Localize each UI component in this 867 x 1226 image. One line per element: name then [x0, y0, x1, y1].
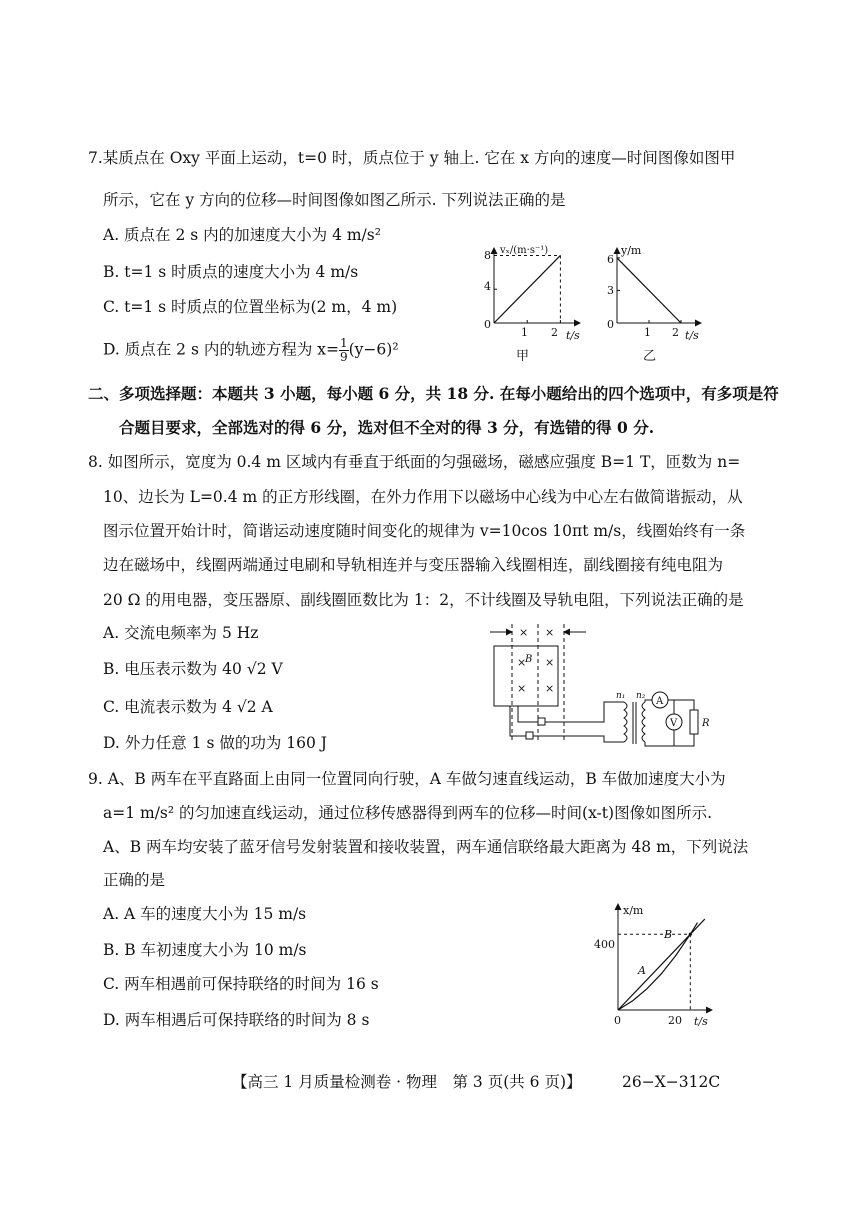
q7-option-d-denominator: 9 — [339, 350, 348, 364]
fig9-xlabel: t/s — [694, 1015, 708, 1028]
footer-code: 26−X−312C — [622, 1073, 721, 1091]
q8-stem-line5: 20 Ω 的用电器，变压器原、副线圈匝数比为 1：2，不计线圈及导轨电阻，下列说法正确的是 — [103, 591, 744, 609]
q8-option-c: C. 电流表示数为 4 √2 A — [103, 698, 273, 716]
q7-figure-b — [597, 240, 717, 365]
fig-b-ylabel: y/m — [621, 244, 642, 257]
secondary-coil — [642, 702, 645, 742]
field-x-mark: × — [545, 656, 555, 669]
fig-a-xtick-1: 1 — [521, 326, 528, 339]
fig-b-xtick-1: 1 — [644, 326, 651, 339]
field-x-mark: × — [517, 656, 527, 669]
q9-option-c: C. 两车相遇前可保持联络的时间为 16 s — [103, 975, 379, 993]
q7-option-c: C. t=1 s 时质点的位置坐标为(2 m，4 m) — [103, 298, 398, 316]
field-x-mark: × — [519, 626, 529, 639]
fig-a-ylabel: vₓ/(m·s⁻¹) — [500, 245, 549, 256]
q9-stem-line2: a=1 m/s² 的匀加速直线运动，通过位移传感器得到两车的位移—时间(x-t)图像如图所示. — [103, 804, 712, 822]
q7-figure-a — [470, 240, 600, 365]
voltmeter-label: V — [670, 718, 678, 729]
upper-rail — [518, 702, 616, 722]
brush-lower — [526, 732, 533, 739]
resistor-label: R — [702, 718, 710, 729]
brush-upper — [538, 718, 545, 725]
q8-stem-line2: 10、边长为 L=0.4 m 的正方形线圈，在外力作用下以磁场中心线为中心左右做简谐振动，从 — [103, 488, 743, 506]
field-x-mark: × — [517, 682, 527, 695]
q7-stem-line2: 所示，它在 y 方向的位移—时间图像如图乙所示. 下列说法正确的是 — [103, 191, 566, 209]
q9-figure — [590, 898, 720, 1033]
fig9-origin: 0 — [614, 1014, 621, 1027]
field-x-mark: × — [545, 682, 555, 695]
q7-option-d-fraction — [339, 337, 349, 364]
resistor — [690, 710, 698, 734]
fig-b-xlabel: t/s — [685, 329, 699, 342]
q7-option-d-tail: (y−6)² — [348, 340, 399, 359]
fig-b-ytick-3: 3 — [607, 284, 614, 297]
fig-b-xtick-2: 2 — [672, 326, 679, 339]
q9-stem-line1: 9. A、B 两车在平直路面上由同一位置同向行驶，A 车做匀速直线运动，B 车做加速度大小为 — [88, 770, 726, 788]
fig-a-ytick-4: 4 — [484, 280, 491, 293]
primary-coil — [624, 702, 627, 742]
fig-a-ytick-8: 8 — [484, 249, 491, 262]
fig-a-xtick-2: 2 — [551, 326, 558, 339]
q7-option-a: A. 质点在 2 s 内的加速度大小为 4 m/s² — [103, 226, 381, 244]
series-line-y — [617, 258, 681, 323]
q9-option-b: B. B 车初速度大小为 10 m/s — [103, 941, 307, 959]
q7-option-d-text: D. 质点在 2 s 内的轨迹方程为 x= — [103, 340, 339, 359]
fig-b-ytick-6: 6 — [607, 253, 614, 266]
fig9-label-a: A — [638, 964, 646, 977]
label-n1: n₁ — [616, 691, 626, 701]
section2-line2: 合题目要求，全部选对的得 6 分，选对但不全对的得 3 分，有选错的得 0 分. — [119, 418, 655, 437]
fig-a-caption: 甲 — [516, 349, 530, 364]
fig-b-origin: 0 — [607, 318, 614, 331]
fig9-ytick-400: 400 — [594, 938, 615, 951]
intersection-point — [689, 933, 692, 936]
q9-option-a: A. A 车的速度大小为 15 m/s — [103, 905, 307, 923]
q9-stem-line4: 正确的是 — [103, 871, 166, 889]
q8-option-d: D. 外力任意 1 s 做的功为 160 J — [103, 734, 327, 752]
field-label-b: B — [525, 654, 533, 665]
q8-option-a: A. 交流电频率为 5 Hz — [103, 624, 259, 642]
fig9-ylabel: x/m — [623, 904, 644, 917]
q7-stem-line1: 7.某质点在 Oxy 平面上运动，t=0 时，质点位于 y 轴上. 它在 x 方向的速度—时间图像如图甲 — [88, 149, 736, 167]
q8-figure — [488, 622, 718, 757]
q7-option-b: B. t=1 s 时质点的速度大小为 4 m/s — [103, 263, 359, 281]
q7-option-d — [103, 337, 399, 364]
q8-option-b: B. 电压表示数为 40 √2 V — [103, 660, 283, 678]
ammeter-label: A — [656, 696, 664, 707]
q8-stem-line3: 图示位置开始计时，简谐运动速度随时间变化的规律为 v=10cos 10πt m/s，线圈始终有一条 — [103, 522, 746, 540]
field-x-mark: × — [545, 626, 555, 639]
label-n2: n₂ — [636, 691, 646, 701]
fig-a-origin: 0 — [484, 318, 491, 331]
fig-b-caption: 乙 — [643, 349, 657, 364]
fig-a-xlabel: t/s — [566, 329, 580, 342]
section2-line1: 二、多项选择题：本题共 3 小题，每小题 6 分，共 18 分. 在每小题给出的四个选项中，有多项是符 — [88, 384, 779, 403]
series-line-vx — [494, 255, 560, 323]
q7-option-d-numerator: 1 — [339, 336, 348, 350]
q8-stem-line1: 8. 如图所示，宽度为 0.4 m 区域内有垂直于纸面的匀强磁场，磁感应强度 B=1 T，匝数为 n= — [88, 453, 741, 471]
footer-title: 【高三 1 月质量检测卷 · 物理 第 3 页(共 6 页)】 — [232, 1073, 582, 1091]
fig9-xtick-20: 20 — [668, 1014, 682, 1027]
fig9-label-b: B — [664, 928, 673, 941]
q8-stem-line4: 边在磁场中，线圈两端通过电刷和导轨相连并与变压器输入线圈相连，副线圈接有纯电阻为 — [103, 556, 724, 574]
q9-stem-line3: A、B 两车均安装了蓝牙信号发射装置和接收装置，两车通信联络最大距离为 48 m，下列说法 — [103, 838, 749, 856]
q9-option-d: D. 两车相遇后可保持联络的时间为 8 s — [103, 1011, 370, 1029]
